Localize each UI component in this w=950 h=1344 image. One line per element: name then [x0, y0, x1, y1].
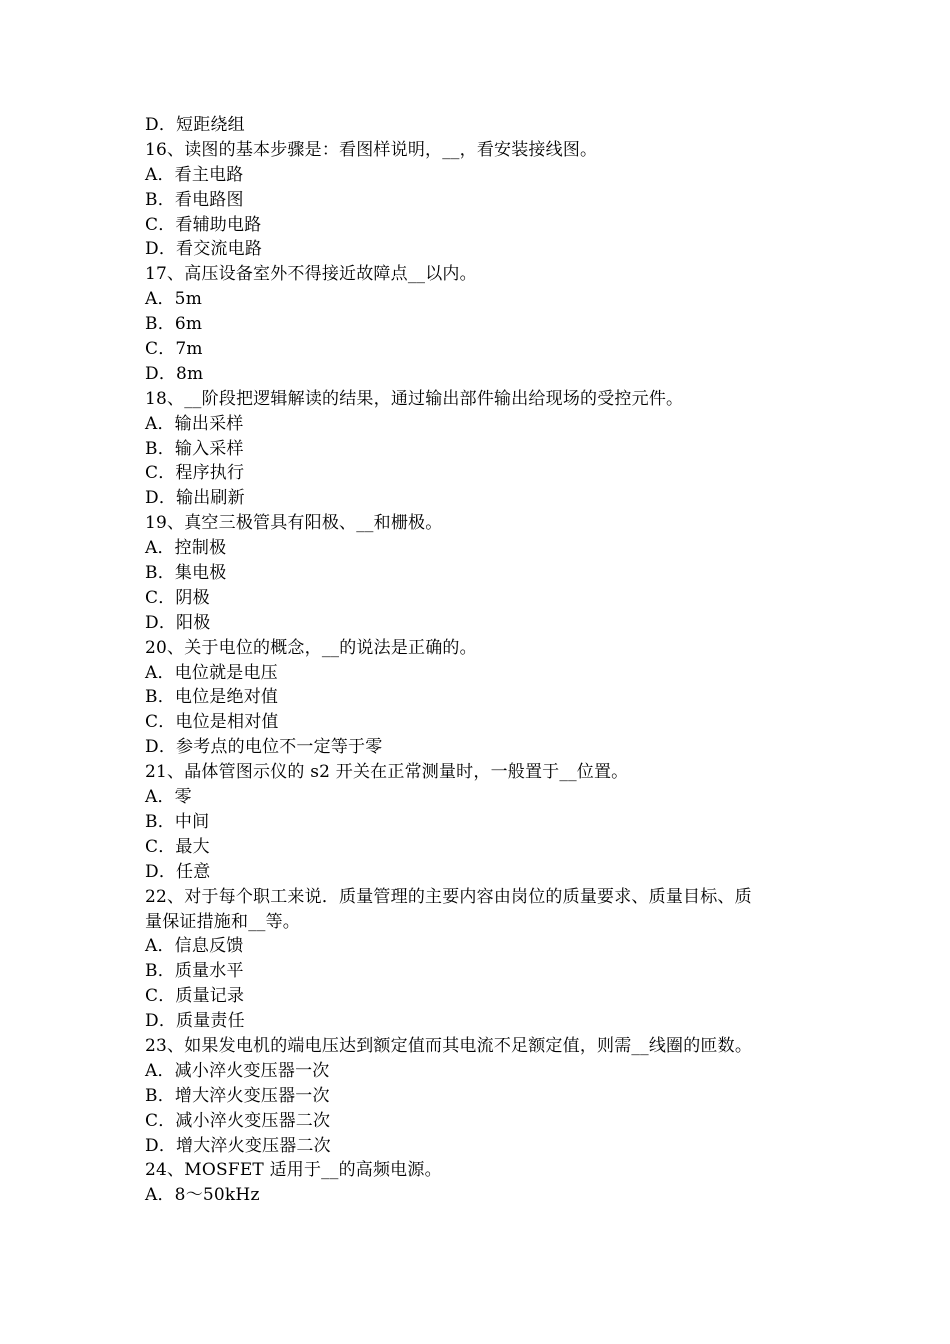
- question-line: 19、真空三极管具有阳极、__和栅极。: [145, 513, 443, 534]
- option-line: C．质量记录: [145, 986, 245, 1007]
- option-line: A．控制极: [145, 538, 227, 559]
- option-line: D．参考点的电位不一定等于零: [145, 737, 383, 758]
- question-line: 21、晶体管图示仪的 s2 开关在正常测量时，一般置于__位置。: [145, 762, 629, 783]
- question-line: 24、MOSFET 适用于__的高频电源。: [145, 1160, 442, 1181]
- option-line: D．8m: [145, 363, 204, 384]
- option-line: B．增大淬火变压器一次: [145, 1085, 330, 1106]
- option-line: D．阳极: [145, 612, 211, 633]
- option-line: A．8～50kHz: [145, 1185, 260, 1206]
- option-line: A．电位就是电压: [145, 662, 278, 683]
- question-line: 18、__阶段把逻辑解读的结果，通过输出部件输出给现场的受控元件。: [145, 388, 684, 409]
- option-line: D．输出刷新: [145, 488, 245, 509]
- option-line: B．集电极: [145, 563, 227, 584]
- question-line: 20、关于电位的概念，__的说法是正确的。: [145, 637, 477, 658]
- option-line: C．最大: [145, 836, 210, 857]
- option-line: A．看主电路: [145, 164, 244, 185]
- option-line: C．看辅助电路: [145, 214, 262, 235]
- option-line: D．增大淬火变压器二次: [145, 1135, 331, 1156]
- question-line: 16、读图的基本步骤是：看图样说明，__，看安装接线图。: [145, 139, 598, 160]
- option-line: A．信息反馈: [145, 936, 244, 957]
- option-line: D．短距绕组: [145, 115, 245, 135]
- option-line: D．任意: [145, 861, 211, 882]
- option-line: C．程序执行: [145, 463, 245, 484]
- option-line: B．质量水平: [145, 961, 244, 982]
- question-line: 22、对于每个职工来说．质量管理的主要内容由岗位的质量要求、质量目标、质: [145, 886, 752, 907]
- option-line: A．减小淬火变压器一次: [145, 1060, 330, 1081]
- option-line: C．阴极: [145, 587, 210, 608]
- exam-content: [145, 113, 810, 1208]
- option-line: B．6m: [145, 314, 203, 335]
- option-line: B．电位是绝对值: [145, 687, 279, 708]
- option-line: C．电位是相对值: [145, 712, 279, 733]
- option-line: C．减小淬火变压器二次: [145, 1110, 331, 1131]
- option-line: A．零: [145, 787, 192, 808]
- question-line: 17、高压设备室外不得接近故障点__以内。: [145, 264, 477, 285]
- option-line: D．质量责任: [145, 1011, 245, 1032]
- option-line: A．输出采样: [145, 413, 244, 434]
- option-line: B．中间: [145, 811, 210, 832]
- option-line: C．7m: [145, 339, 203, 360]
- question-line: 23、如果发电机的端电压达到额定值而其电流不足额定值，则需__线圈的匝数。: [145, 1035, 753, 1056]
- question-line-continued: 量保证措施和__等。: [145, 911, 300, 932]
- option-line: B．输入采样: [145, 438, 244, 459]
- option-line: B．看电路图: [145, 189, 244, 210]
- option-line: A．5m: [145, 289, 203, 310]
- option-line: D．看交流电路: [145, 239, 263, 260]
